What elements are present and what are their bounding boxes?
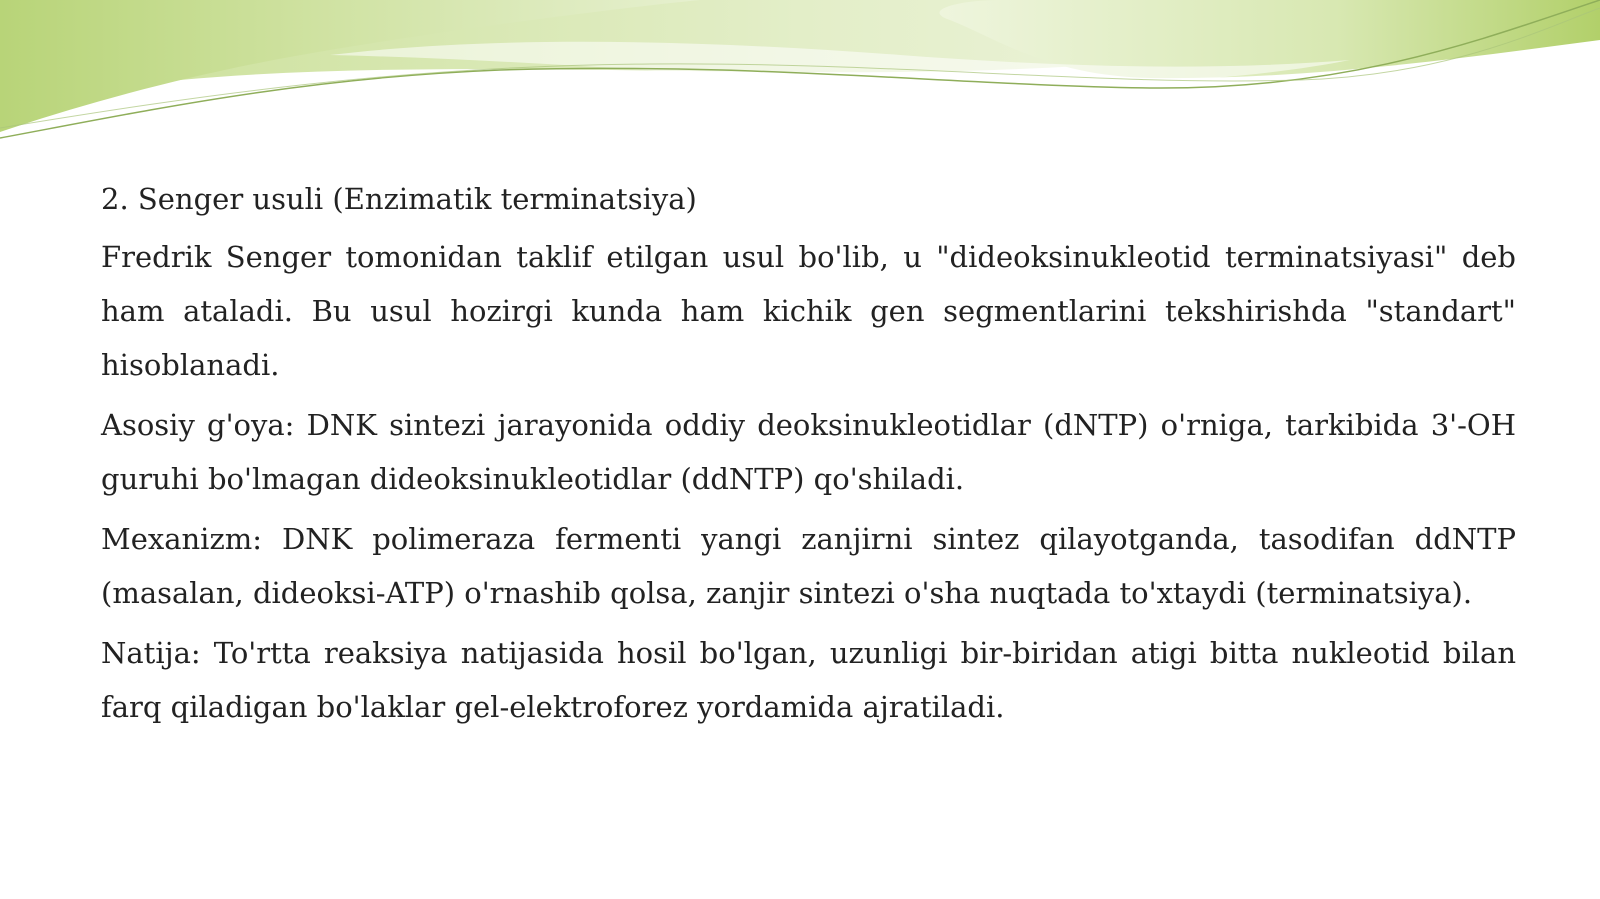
paragraph-mechanism: Mexanizm: DNK polimeraza fermenti yangi zanjirni sintez qilayotganda, tasodifan ddNTP (masalan, dideoksi-ATP) o'rnashib qolsa, zanjir sintezi o'sha nuqtada to'xtaydi (terminatsiya). [101,522,1516,610]
slide-heading: 2. Senger usuli (Enzimatik terminatsiya) [101,182,697,216]
paragraph-intro: Fredrik Senger tomonidan taklif etilgan usul bo'lib, u "dideoksinukleotid terminatsiyasi" deb ham ataladi. Bu usul hozirgi kunda ham kichik gen segmentlarini tekshirishda "standart" hisoblanadi. [101,240,1516,382]
header-wave-decoration [0,0,1600,150]
paragraph-result: Natija: To'rtta reaksiya natijasida hosil bo'lgan, uzunligi bir-biridan atigi bitta nukleotid bilan farq qiladigan bo'laklar gel-elektroforez yordamida ajratiladi. [101,636,1516,724]
paragraph-main-idea: Asosiy g'oya: DNK sintezi jarayonida oddiy deoksinukleotidlar (dNTP) o'rniga, tarkibida 3'-OH guruhi bo'lmagan dideoksinukleotidlar (ddNTP) qo'shiladi. [101,408,1516,496]
slide-body [101,176,1516,740]
